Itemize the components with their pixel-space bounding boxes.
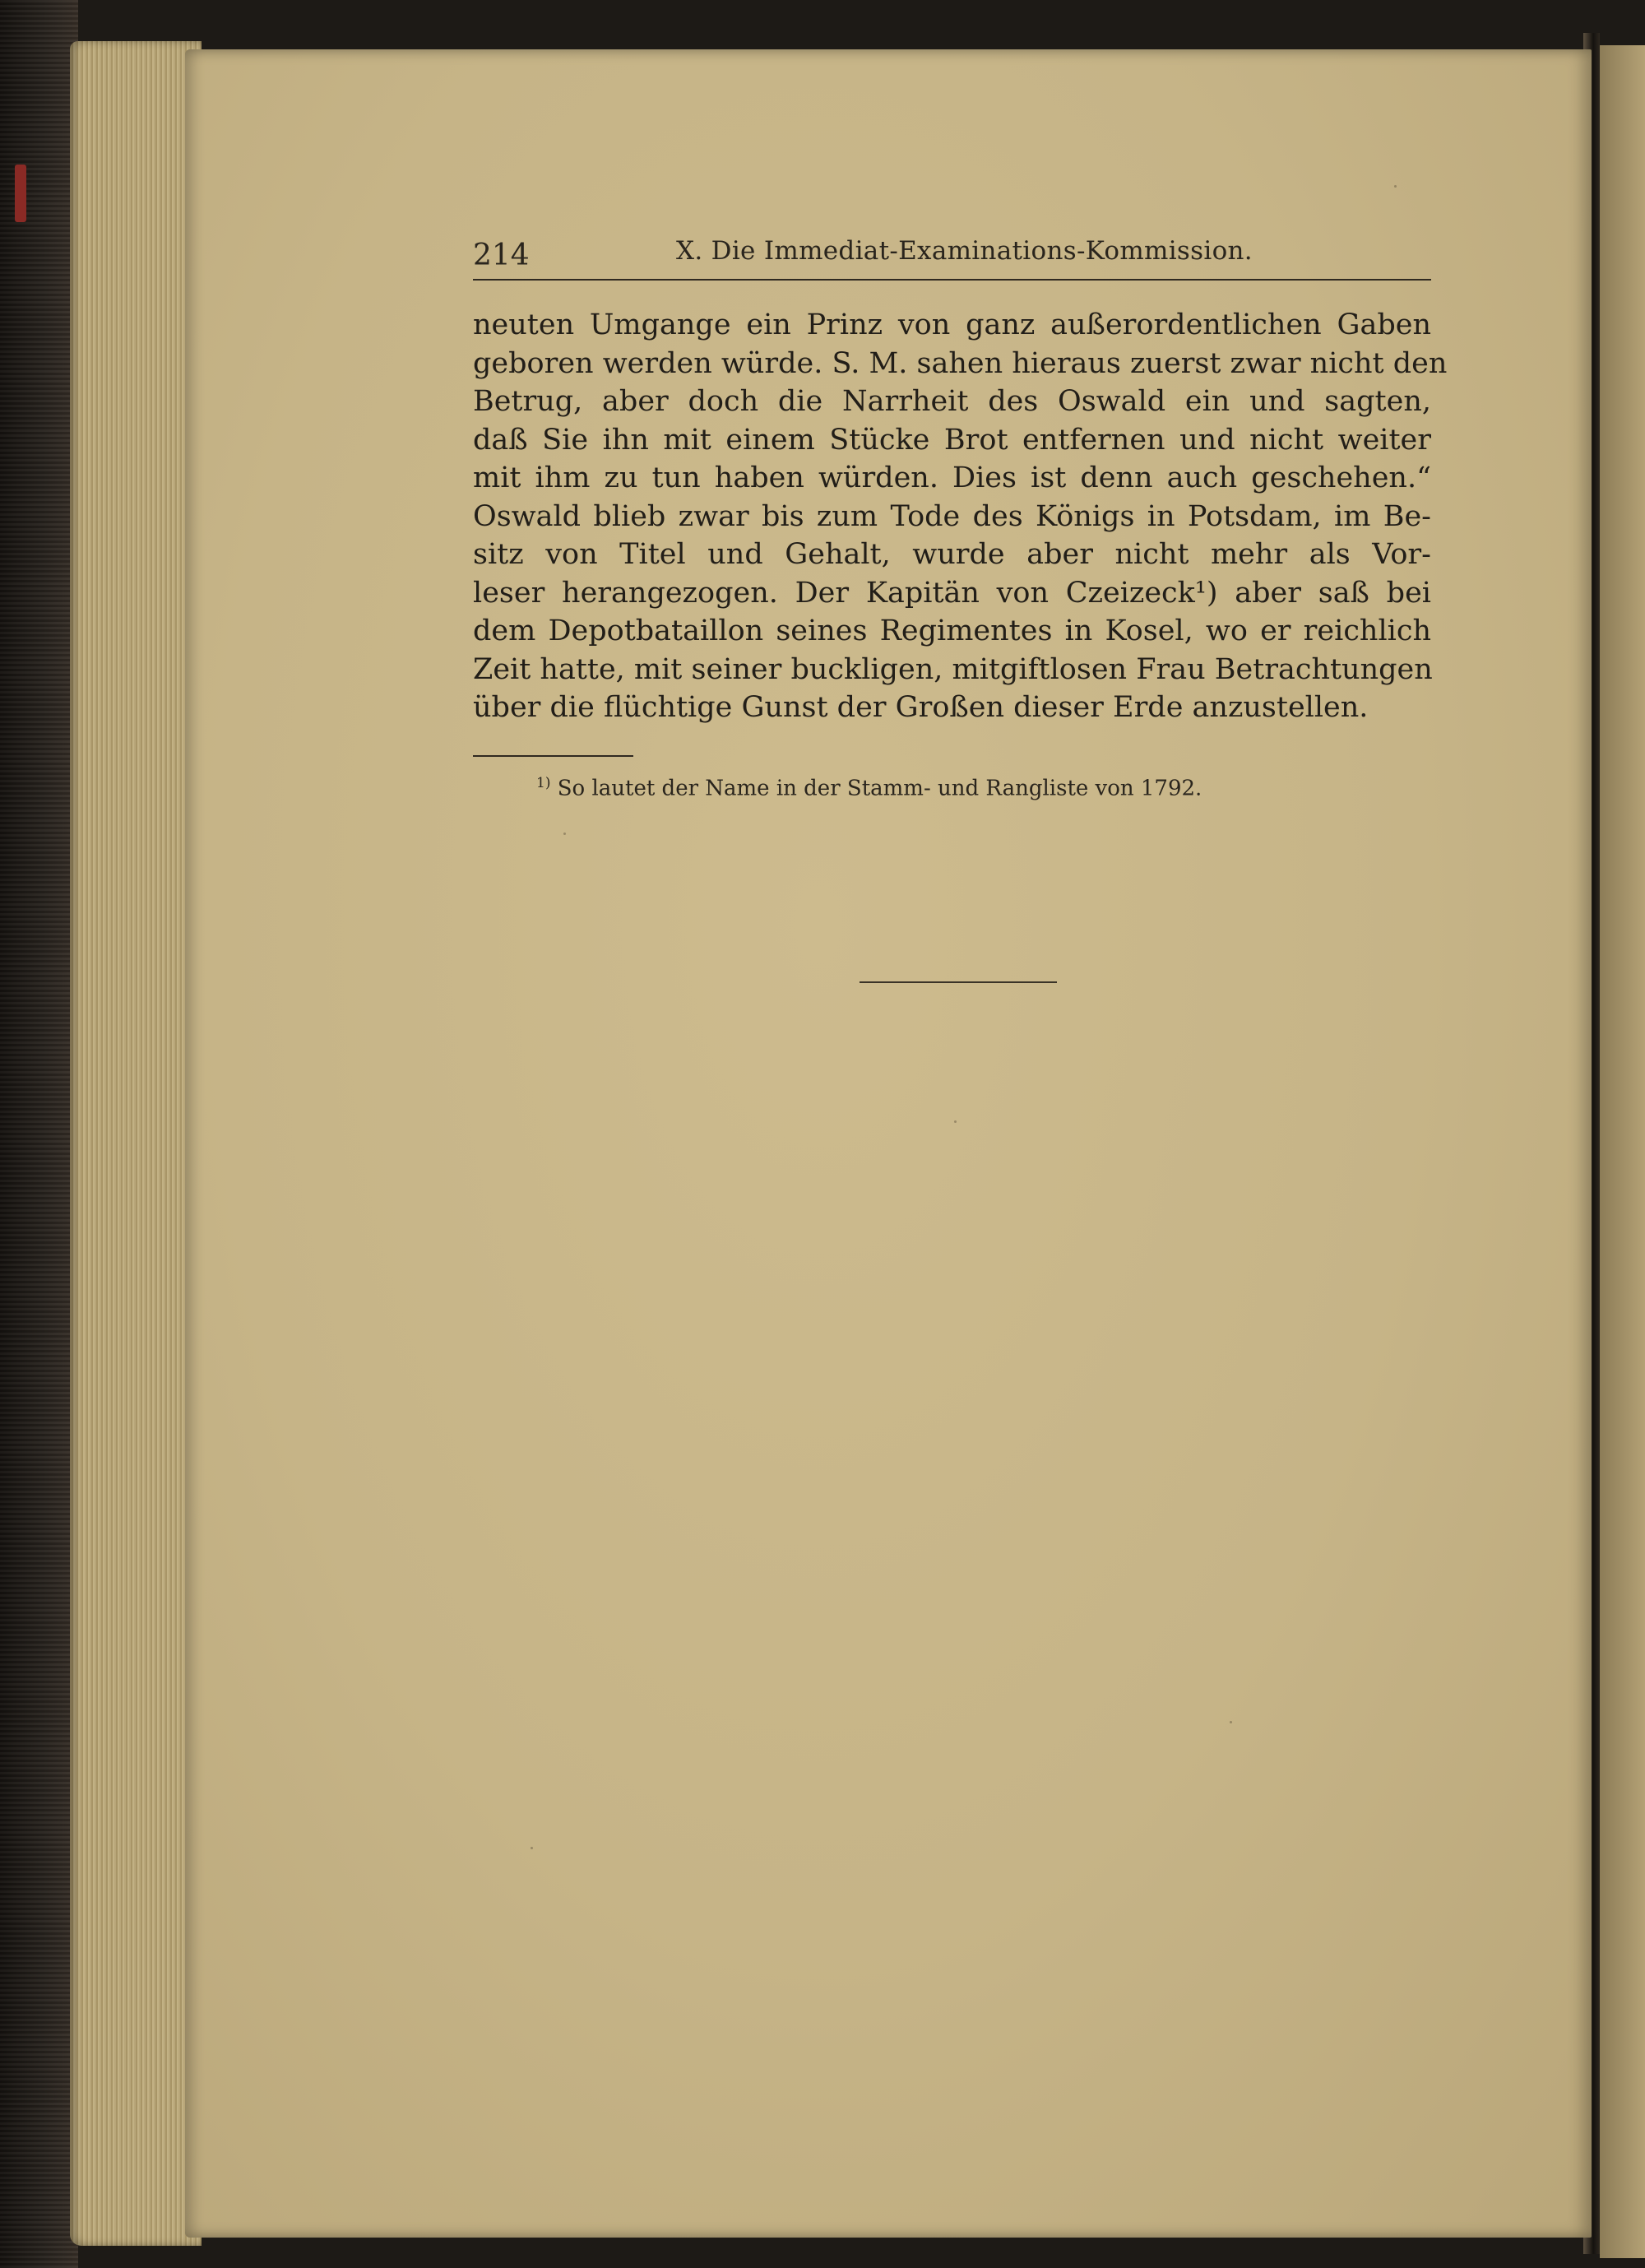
page-number: 214 xyxy=(473,239,530,272)
text-line: Betrug, aber doch die Narrheit des Oswald ein und sagten, xyxy=(473,385,1431,418)
facing-page-edge xyxy=(1600,45,1645,2258)
text-line: daß Sie ihn mit einem Stücke Brot entfernen und nicht weiter xyxy=(473,423,1431,457)
text-line: leser herangezogen. Der Kapitän von Czeizeck¹) aber saß bei xyxy=(473,576,1431,610)
text-line: mit ihm zu tun haben würden. Dies ist denn auch geschehen.“ xyxy=(473,461,1431,494)
running-title: X. Die Immediat-Examinations-Kommission. xyxy=(676,236,1253,266)
paper-speck xyxy=(954,1120,957,1123)
text-line: Zeit hatte, mit seiner buckligen, mitgiftlosen Frau Betrachtungen xyxy=(473,652,1433,686)
section-end-rule xyxy=(860,981,1057,983)
page-block-edges xyxy=(70,41,202,2246)
text-line: neuten Umgange ein Prinz von ganz außerordentlichen Gaben xyxy=(473,308,1431,341)
body-text xyxy=(473,306,1448,727)
text-line: sitz von Titel und Gehalt, wurde aber nicht mehr als Vor- xyxy=(473,538,1431,571)
footnote-rule xyxy=(473,755,633,757)
paper-speck xyxy=(1394,185,1397,188)
text-line: über die flüchtige Gunst der Großen dieser Erde anzustellen. xyxy=(473,691,1369,724)
text-line: geboren werden würde. S. M. sahen hieraus zuerst zwar nicht den xyxy=(473,346,1448,380)
running-head xyxy=(473,226,1431,276)
cover-mark xyxy=(15,165,26,222)
paper-speck xyxy=(1230,1721,1232,1723)
paper-speck xyxy=(563,833,566,835)
footnote-marker: 1) xyxy=(536,775,551,791)
book-cover-edge xyxy=(0,0,78,2268)
footnote-text: So lautet der Name in der Stamm- und Rangliste von 1792. xyxy=(557,776,1202,801)
footnote xyxy=(536,775,1202,801)
header-rule xyxy=(473,279,1431,281)
text-line: dem Depotbataillon seines Regimentes in Kosel, wo er reichlich xyxy=(473,615,1431,647)
paper-speck xyxy=(531,1847,533,1849)
text-line: Oswald blieb zwar bis zum Tode des Königs in Potsdam, im Be- xyxy=(473,499,1431,533)
